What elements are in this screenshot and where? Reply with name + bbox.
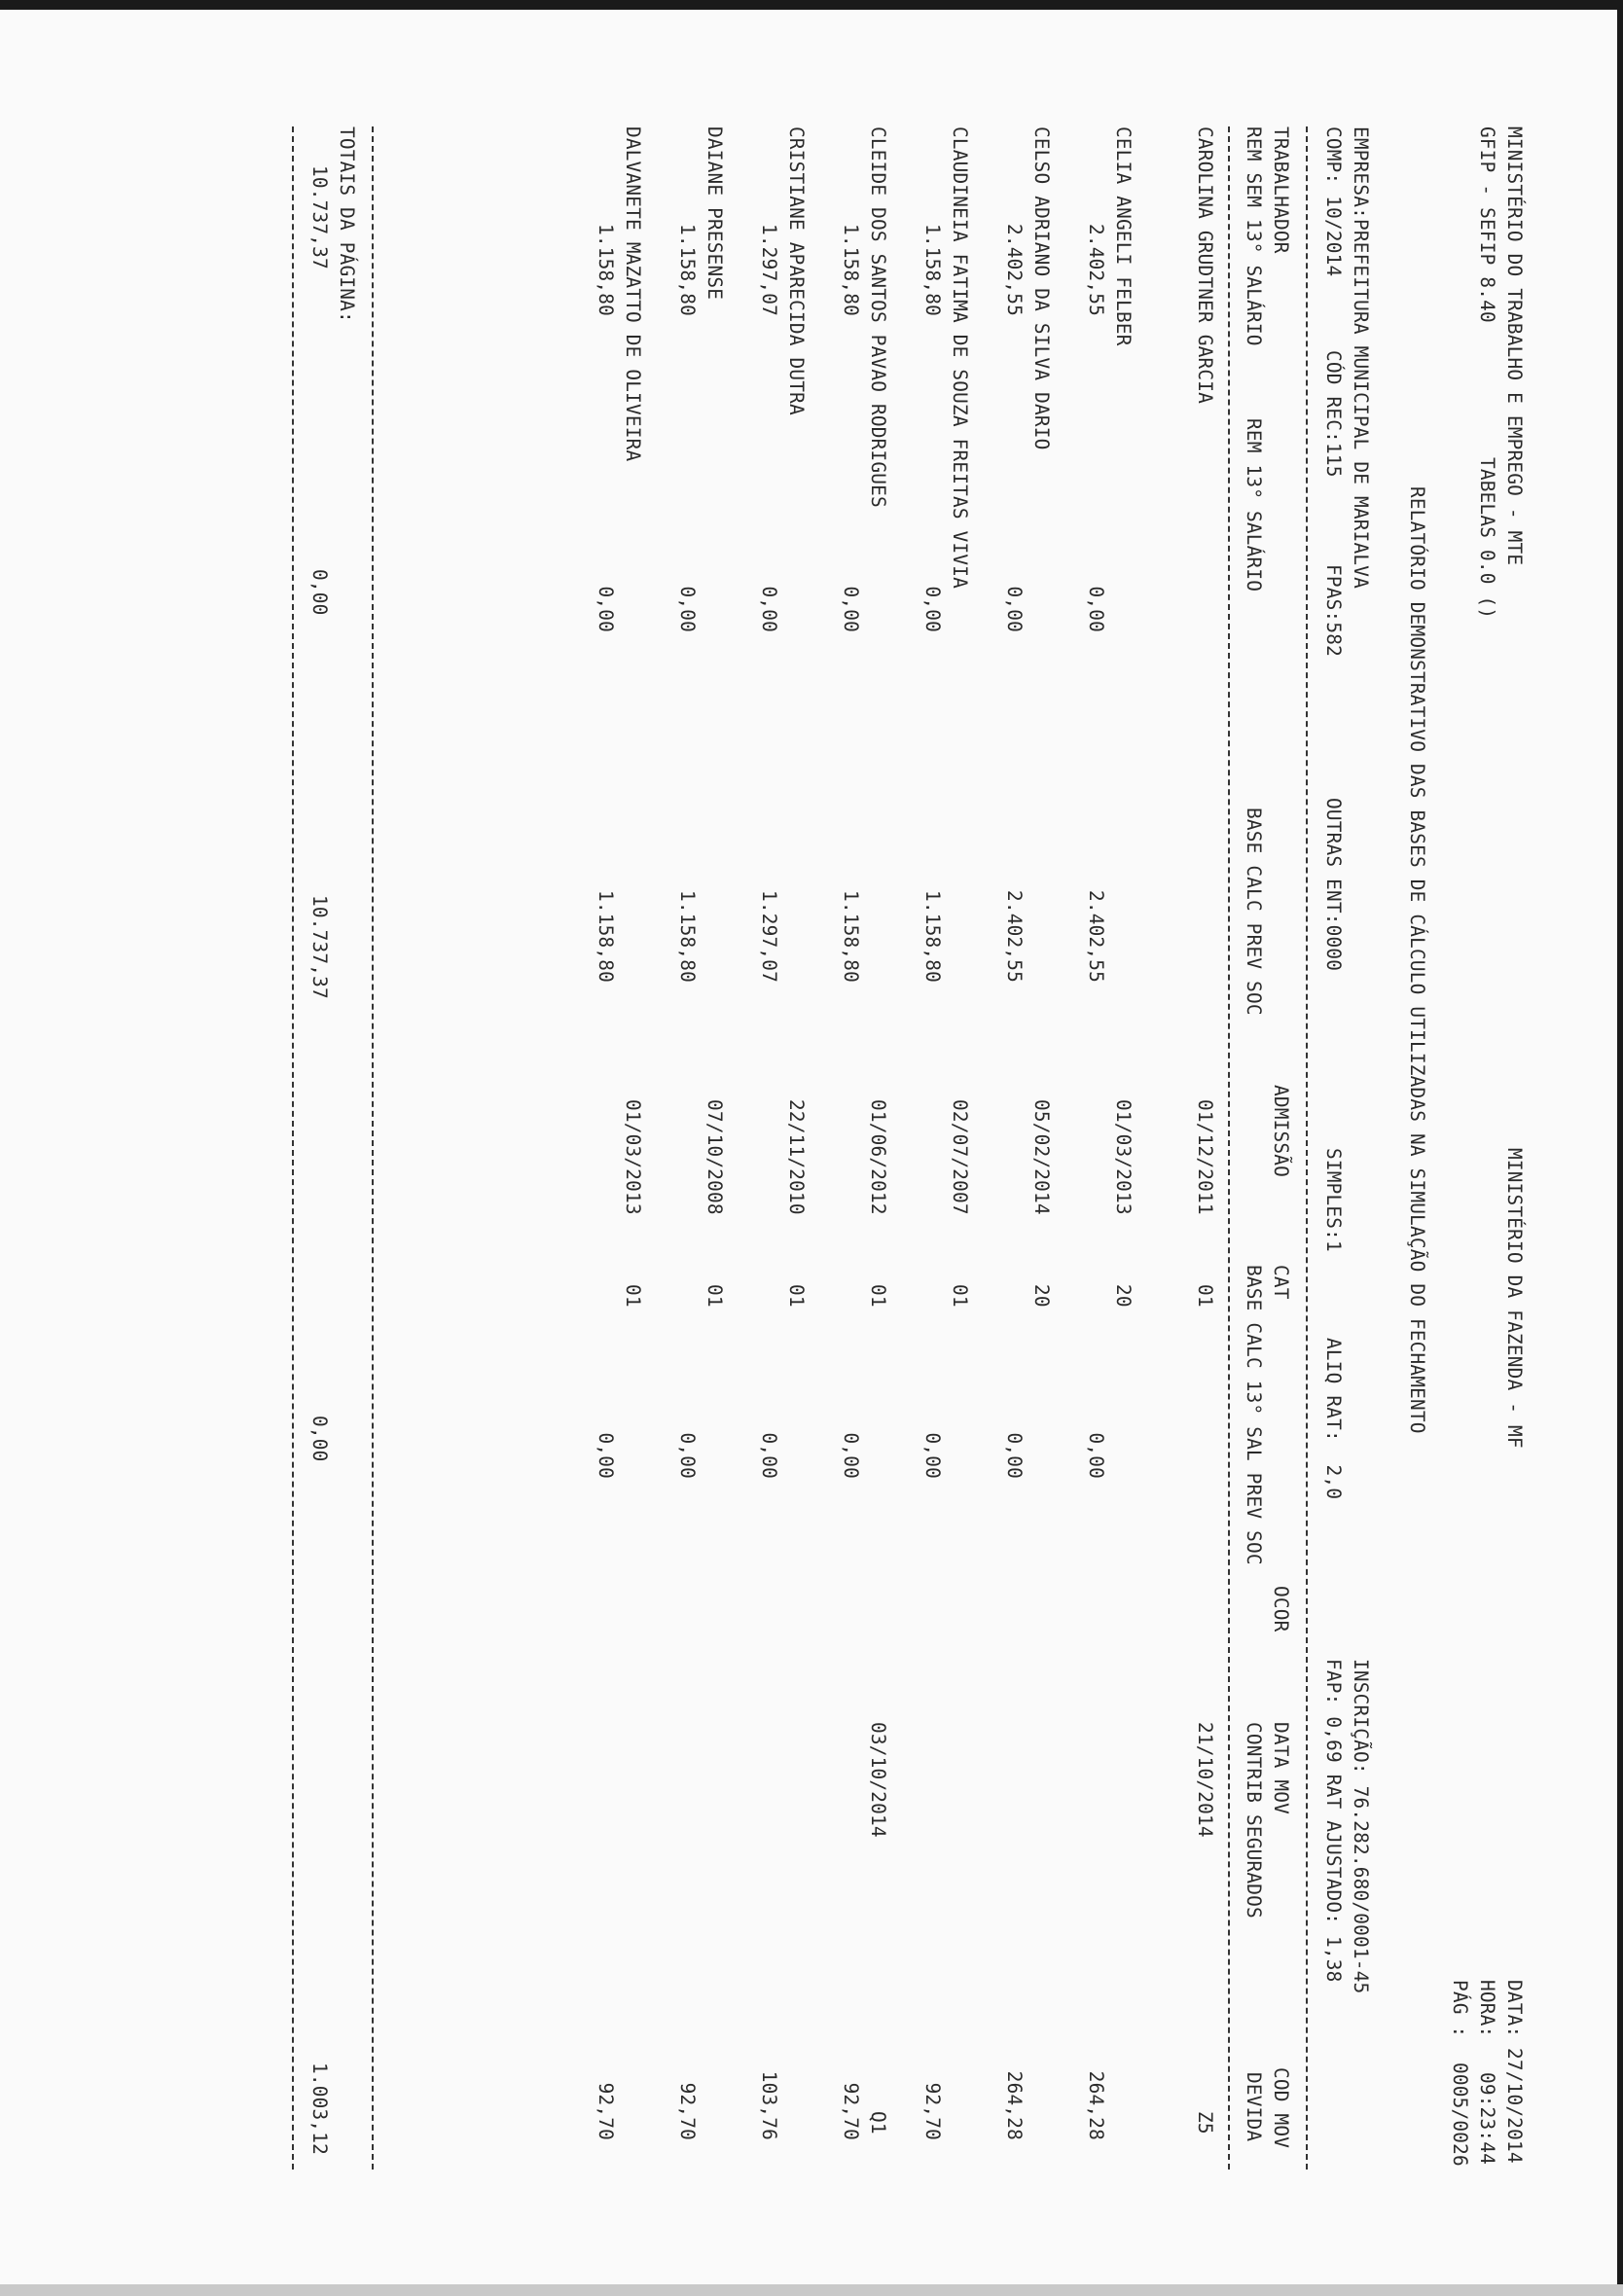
col-data-mov: DATA MOV (1270, 1722, 1292, 1814)
worker-rem: 2.402,55 (1003, 224, 1026, 316)
worker-base: 1.297,07 (758, 890, 780, 983)
worker-contrib: 264,28 (1085, 2070, 1107, 2140)
col-contrib: CONTRIB SEGURADOS (1243, 1722, 1265, 1919)
ministry-center: MINISTÉRIO DA FAZENDA - MF (1503, 1148, 1526, 1449)
worker-base13: 0,00 (921, 1432, 944, 1479)
worker-admissao: 01/03/2013 (1112, 1099, 1135, 1215)
worker-name: DAIANE PRESENSE (703, 126, 726, 301)
worker-admissao: 01/03/2013 (622, 1099, 644, 1215)
date-label: DATA: (1503, 1980, 1526, 2038)
worker-name: CAROLINA GRUDTNER GARCIA (1194, 126, 1216, 404)
totals-rem: 10.737,37 (308, 165, 331, 269)
col-cod-mov: COD MOV (1270, 2067, 1292, 2149)
col-cat: CAT (1270, 1265, 1292, 1300)
worker-cat: 01 (785, 1284, 808, 1308)
worker-cat: 20 (1030, 1284, 1053, 1308)
page-number: 0005/0026 (1449, 2063, 1471, 2167)
outras-ent: OUTRAS ENT:0000 (1322, 798, 1345, 972)
worker-base: 1.158,80 (921, 890, 944, 983)
report-title: RELATÓRIO DEMONSTRATIVO DAS BASES DE CÁLCULO UTILIZADAS NA SIMULAÇÃO DO FECHAMENTO (1406, 486, 1428, 1434)
divider (1306, 126, 1308, 2170)
totals-base13: 0,00 (308, 1416, 331, 1462)
totals-base: 10.737,37 (308, 895, 331, 999)
worker-admissao: 07/10/2008 (703, 1099, 726, 1215)
worker-rem13: 0,00 (595, 586, 617, 632)
worker-rem13: 0,00 (676, 586, 699, 632)
worker-admissao: 05/02/2014 (1030, 1099, 1053, 1215)
worker-contrib: 264,28 (1003, 2070, 1026, 2140)
col-rem-13: REM 13° SALÁRIO (1243, 418, 1265, 592)
worker-rem: 1.158,80 (595, 224, 617, 316)
worker-contrib: 92,70 (676, 2082, 699, 2140)
worker-base13: 0,00 (840, 1432, 862, 1479)
worker-cat: 01 (867, 1284, 889, 1308)
worker-rem13: 0,00 (840, 586, 862, 632)
fap: FAP: 0,69 RAT AJUSTADO: 1,38 (1322, 1659, 1345, 1983)
worker-cat: 01 (703, 1284, 726, 1308)
worker-base: 1.158,80 (595, 890, 617, 983)
col-trabalhador: TRABALHADOR (1270, 126, 1292, 254)
worker-cat: 01 (622, 1284, 644, 1308)
worker-contrib: 92,70 (840, 2082, 862, 2140)
worker-name: CLEIDE DOS SANTOS PAVAO RODRIGUES (867, 126, 889, 508)
scan-top-border (0, 0, 1623, 10)
company-inscricao: INSCRIÇÃO: 76.282.680/0001-45 (1350, 1659, 1372, 1994)
worker-cod-mov: Q1 (867, 2111, 889, 2135)
system-name: GFIP - SEFIP 8.40 (1476, 126, 1498, 323)
worker-cat: 01 (1194, 1284, 1216, 1308)
col-admissao: ADMISSÃO (1270, 1085, 1292, 1177)
worker-admissao: 01/12/2011 (1194, 1099, 1216, 1215)
col-base-prev: BASE CALC PREV SOC (1243, 807, 1265, 1016)
fpas: FPAS:582 (1322, 564, 1345, 657)
tabelas: TABELAS 0.0 () (1476, 457, 1498, 620)
worker-name: DALVANETE MAZATTO DE OLIVEIRA (622, 126, 644, 462)
worker-base: 2.402,55 (1003, 890, 1026, 983)
divider (372, 126, 374, 2170)
worker-name: CELIA ANGELI FELBER (1112, 126, 1135, 346)
rotated-report (243, 126, 1528, 2170)
time-value: 09:23:44 (1476, 2072, 1498, 2165)
worker-name: CELSO ADRIANO DA SILVA DARIO (1030, 126, 1053, 450)
worker-base: 2.402,55 (1085, 890, 1107, 983)
worker-rem13: 0,00 (921, 586, 944, 632)
page-label: PÁG : (1449, 1980, 1471, 2038)
worker-data-mov: 03/10/2014 (867, 1722, 889, 1838)
worker-contrib: 92,70 (595, 2082, 617, 2140)
worker-cod-mov: Z5 (1194, 2111, 1216, 2135)
totals-label: TOTAIS DA PÁGINA: (336, 126, 358, 323)
divider (1228, 126, 1230, 2170)
worker-base13: 0,00 (1085, 1432, 1107, 1479)
worker-base: 1.158,80 (840, 890, 862, 983)
worker-contrib: 92,70 (921, 2082, 944, 2140)
worker-base13: 0,00 (676, 1432, 699, 1479)
simples: SIMPLES:1 (1322, 1148, 1345, 1252)
worker-rem: 1.158,80 (921, 224, 944, 316)
worker-name: CRISTIANE APARECIDA DUTRA (785, 126, 808, 415)
col-rem-sem-13: REM SEM 13° SALÁRIO (1243, 126, 1265, 346)
competence: COMP: 10/2014 (1322, 126, 1345, 277)
totals-contrib: 1.003,12 (308, 2063, 331, 2155)
aliq-rat: ALIQ RAT: 2,0 (1322, 1338, 1345, 1500)
worker-rem: 1.297,07 (758, 224, 780, 316)
col-ocor: OCOR (1270, 1586, 1292, 1632)
scan-bottom-border (0, 2284, 1623, 2296)
worker-base13: 0,00 (595, 1432, 617, 1479)
worker-base: 1.158,80 (676, 890, 699, 983)
worker-admissao: 02/07/2007 (949, 1099, 971, 1215)
divider (292, 126, 294, 2170)
worker-rem: 2.402,55 (1085, 224, 1107, 316)
cod-rec: CÓD REC:115 (1322, 350, 1345, 478)
worker-base13: 0,00 (1003, 1432, 1026, 1479)
col-devida: DEVIDA (1243, 2072, 1265, 2142)
worker-contrib: 103,76 (758, 2070, 780, 2140)
totals-rem13: 0,00 (308, 569, 331, 616)
worker-rem: 1.158,80 (676, 224, 699, 316)
worker-name: CLAUDINEIA FATIMA DE SOUZA FREITAS VIVIA (949, 126, 971, 589)
ministry-left: MINISTÉRIO DO TRABALHO E EMPREGO - MTE (1503, 126, 1526, 566)
worker-rem: 1.158,80 (840, 224, 862, 316)
worker-admissao: 22/11/2010 (785, 1099, 808, 1215)
worker-rem13: 0,00 (758, 586, 780, 632)
scan-right-border (1617, 0, 1623, 2296)
date-value: 27/10/2014 (1503, 2048, 1526, 2164)
worker-rem13: 0,00 (1003, 586, 1026, 632)
worker-cat: 20 (1112, 1284, 1135, 1308)
worker-base13: 0,00 (758, 1432, 780, 1479)
time-label: HORA: (1476, 1980, 1498, 2038)
worker-cat: 01 (949, 1284, 971, 1308)
worker-data-mov: 21/10/2014 (1194, 1722, 1216, 1838)
company-name: EMPRESA:PREFEITURA MUNICIPAL DE MARIALVA (1350, 126, 1372, 589)
col-base-13: BASE CALC 13° SAL PREV SOC (1243, 1265, 1265, 1565)
worker-rem13: 0,00 (1085, 586, 1107, 632)
worker-admissao: 01/06/2012 (867, 1099, 889, 1215)
